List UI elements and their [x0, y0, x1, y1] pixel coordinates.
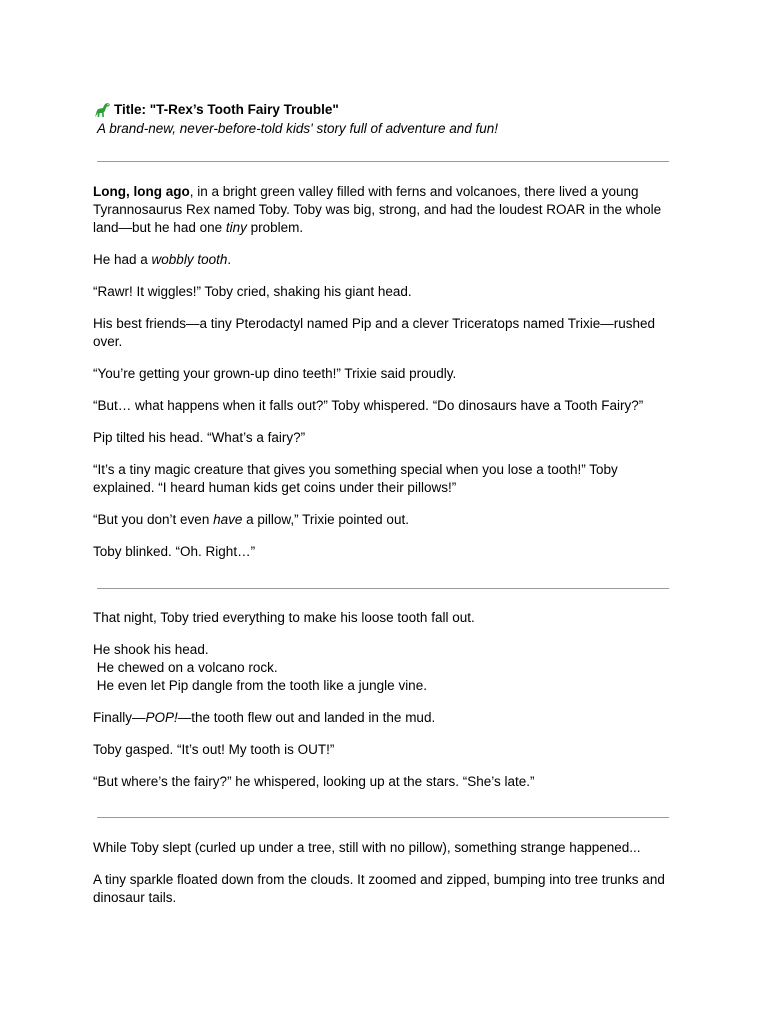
paragraph: Toby gasped. “It’s out! My tooth is OUT!”	[93, 742, 335, 757]
story-section-1	[93, 183, 683, 561]
story-section-2	[93, 609, 683, 791]
text: , in a bright green valley filled with ferns and volcanoes, there lived a young Tyrannosaurus Rex named Toby. Toby was big, strong, and had the loudest ROAR in the whole land—but he had one	[93, 184, 662, 235]
text-line: He chewed on a volcano rock.	[93, 660, 278, 675]
paragraph: A tiny sparkle floated down from the clouds. It zoomed and zipped, bumping into tree trunks and dinosaur tails.	[93, 872, 665, 905]
text: a pillow,” Trixie pointed out.	[242, 512, 409, 527]
paragraph: Toby blinked. “Oh. Right…”	[93, 544, 256, 559]
text-line: He even let Pip dangle from the tooth like a jungle vine.	[93, 678, 427, 693]
text: problem.	[246, 220, 304, 235]
italic-text: POP!	[145, 710, 178, 725]
text-line: He shook his head.	[93, 642, 209, 657]
paragraph	[93, 183, 683, 237]
text: Finally—	[93, 710, 146, 725]
story-subtitle: A brand-new, never-before-told kids' story full of adventure and fun!	[97, 121, 499, 136]
paragraph: “You’re getting your grown-up dino teeth!” Trixie said proudly.	[93, 366, 457, 381]
story-title	[93, 101, 339, 118]
paragraph	[93, 641, 683, 695]
paragraph: “It’s a tiny magic creature that gives you something special when you lose a tooth!” Toby explained. “I heard human kids get coins under their pillows!”	[93, 462, 618, 495]
paragraph: While Toby slept (curled up under a tree, still with no pillow), something strange happened...	[93, 840, 641, 855]
dinosaur-icon	[93, 102, 111, 118]
paragraph: “But… what happens when it falls out?” Toby whispered. “Do dinosaurs have a Tooth Fairy?”	[93, 398, 644, 413]
paragraph	[93, 511, 683, 529]
paragraph	[93, 709, 683, 727]
paragraph	[93, 251, 683, 269]
text: .	[227, 252, 232, 267]
horizontal-divider	[97, 817, 669, 818]
text: —the tooth flew out and landed in the mud.	[177, 710, 436, 725]
paragraph: His best friends—a tiny Pterodactyl named Pip and a clever Triceratops named Trixie—rushed over.	[93, 316, 656, 349]
italic-text: have	[213, 512, 243, 527]
text: He had a	[93, 252, 152, 267]
italic-text: tiny	[225, 220, 247, 235]
horizontal-divider	[97, 588, 669, 589]
text: “But you don’t even	[93, 512, 214, 527]
title-text: Title: "T-Rex’s Tooth Fairy Trouble"	[114, 102, 339, 117]
italic-text: wobbly tooth	[151, 252, 228, 267]
horizontal-divider	[97, 161, 669, 162]
bold-text: Long, long ago	[93, 184, 190, 199]
paragraph: Pip tilted his head. “What’s a fairy?”	[93, 430, 306, 445]
story-section-3	[93, 839, 683, 907]
paragraph: “Rawr! It wiggles!” Toby cried, shaking his giant head.	[93, 284, 412, 299]
paragraph: That night, Toby tried everything to make his loose tooth fall out.	[93, 610, 475, 625]
paragraph: “But where’s the fairy?” he whispered, looking up at the stars. “She’s late.”	[93, 774, 535, 789]
